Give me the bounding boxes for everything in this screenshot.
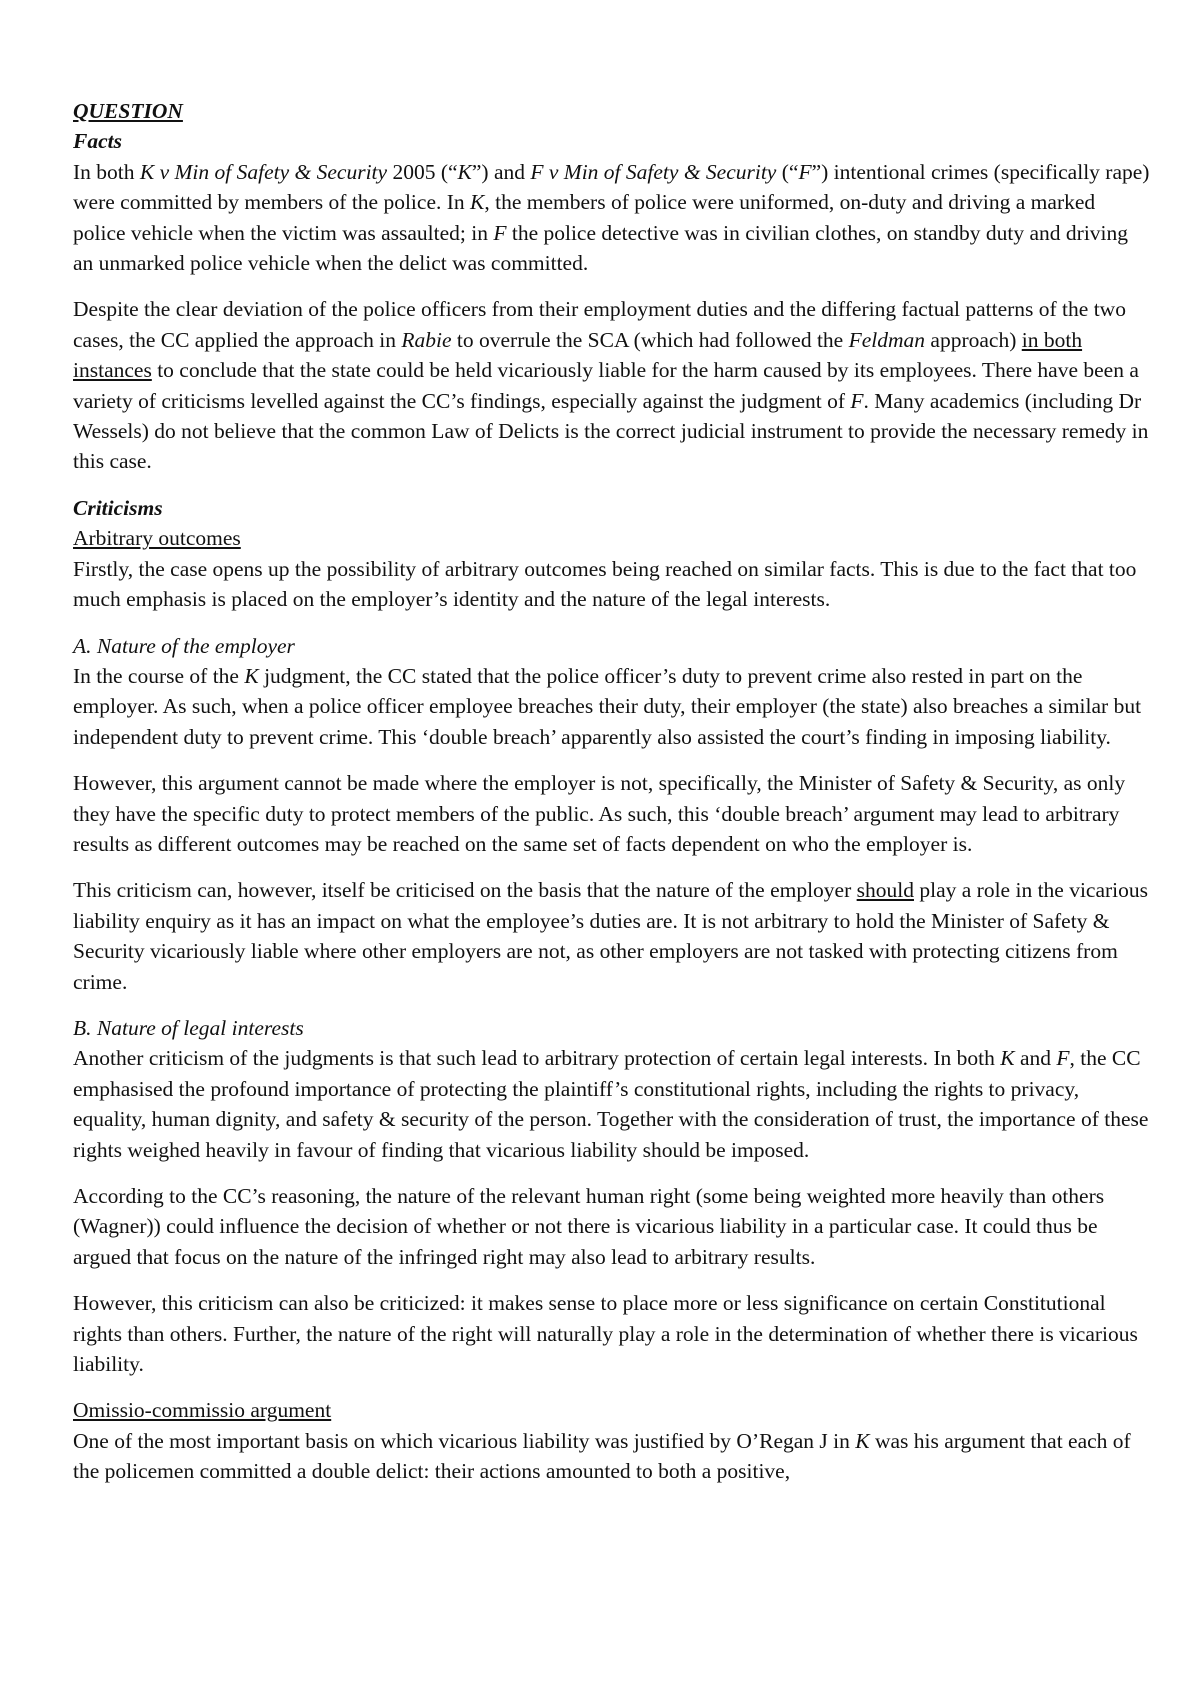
nature-of-employer-heading: A. Nature of the employer [73,633,295,658]
employer-paragraph-2: However, this argument cannot be made where the employer is not, specifically, the Minister of Safety & Security, as only they have the specific duty to protect members of the public. As such, this ‘double breach’ argument may lead to arbitrary results as different outcomes may be reached on the same set of facts dependent on who the employer is. [73,771,1126,856]
nature-of-legal-interests-heading: B. Nature of legal interests [73,1015,304,1040]
facts-heading: Facts [73,129,122,154]
criticisms-heading: Criticisms [73,495,163,520]
arbitrary-outcomes-heading: Arbitrary outcomes [73,526,241,551]
employer-paragraph-3: This criticism can, however, itself be criticised on the basis that the nature of the employer should play a role in the vicarious liability enquiry as it has an impact on what the employee’s duties are. It is not arbitrary to hold the Minister of Safety & Security vicariously liable where other employers are not, as other employers are not tasked with protecting citizens from crime. [73,878,1149,994]
omissio-paragraph: One of the most important basis on which vicarious liability was justified by O’Regan J in K was his argument that each of the policemen committed a double delict: their actions amounted to both a positive, [73,1428,1131,1484]
facts-paragraph-2: Despite the clear deviation of the police officers from their employment duties and the differing factual patterns of the two cases, the CC applied the approach in Rabie to overrule the SCA (which had followed the Feldman approach) in both instances to conclude that the state could be held vicariously liable for the harm caused by its employees. There have been a variety of criticisms levelled against the CC’s findings, especially against the judgment of F. Many academics (including Dr Wessels) do not believe that the common Law of Delicts is the correct judicial instrument to provide the necessary remedy in this case. [73,297,1149,474]
omissio-commissio-heading: Omissio-commissio argument [73,1398,332,1423]
arbitrary-outcomes-paragraph: Firstly, the case opens up the possibility of arbitrary outcomes being reached on similar facts. This is due to the fact that too much emphasis is placed on the employer’s identity and the nature of the legal interests. [73,556,1137,612]
interests-paragraph-3: However, this criticism can also be criticized: it makes sense to place more or less significance on certain Constitutional rights than others. Further, the nature of the right will naturally play a role in the determination of whether there is vicarious liability. [73,1291,1138,1377]
page-heading: QUESTION [73,99,183,123]
facts-paragraph-1: In both K v Min of Safety & Security 2005 (“K”) and F v Min of Safety & Security (“F”) intentional crimes (specifically rape) were committed by members of the police. In K, the members of police were uniformed, on-duty and driving a marked police vehicle when the victim was assaulted; in F the police detective was in civilian clothes, on standby duty and driving an unmarked police vehicle when the delict was committed. [73,159,1150,276]
employer-paragraph-1: In the course of the K judgment, the CC stated that the police officer’s duty to prevent crime also rested in part on the employer. As such, when a police officer employee breaches their duty, their employer (the state) also breaches a similar but independent duty to prevent crime. This ‘double breach’ apparently also assisted the court’s finding in imposing liability. [73,663,1142,749]
interests-paragraph-1: Another criticism of the judgments is that such lead to arbitrary protection of certain legal interests. In both K and F, the CC emphasised the profound importance of protecting the plaintiff’s constitutional rights, including the rights to privacy, equality, human dignity, and safety & security of the person. Together with the consideration of trust, the importance of these rights weighed heavily in favour of finding that vicarious liability should be imposed. [73,1046,1149,1162]
document-page [73,96,1153,1503]
interests-paragraph-2: According to the CC’s reasoning, the nature of the relevant human right (some being weighted more heavily than others (Wagner)) could influence the decision of whether or not there is vicarious liability in a particular case. It could thus be argued that focus on the nature of the infringed right may also lead to arbitrary results. [73,1184,1105,1269]
